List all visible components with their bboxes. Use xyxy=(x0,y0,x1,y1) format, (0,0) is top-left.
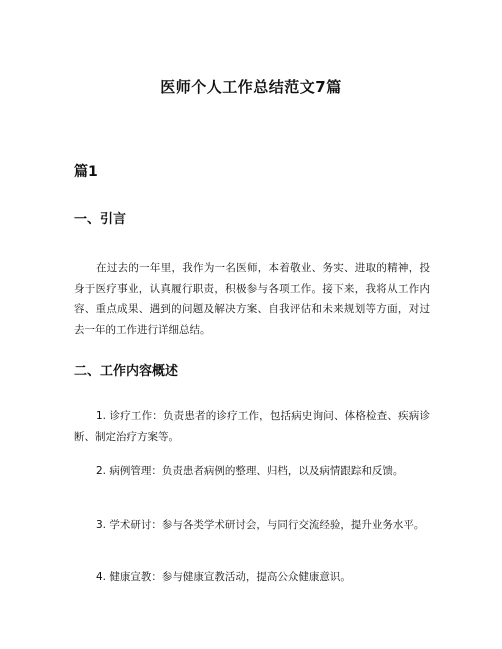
list-item: 3. 学术研讨：参与各类学术研讨会，与同行交流经验，提升业务水平。 xyxy=(96,519,425,531)
document-title: 医师个人工作总结范文7篇 xyxy=(160,78,342,96)
section-label: 篇1 xyxy=(74,164,98,180)
list-item: 4. 健康宣教：参与健康宣教活动，提高公众健康意识。 xyxy=(96,571,351,583)
list-item: 2. 病例管理：负责患者病例的整理、归档，以及病情跟踪和反馈。 xyxy=(96,465,404,477)
intro-paragraph: 在过去的一年里，我作为一名医师，本着敬业、务实、进取的精神，投身于医疗事业，认真履行职责，积极参与各项工作。接下来，我将从工作内容、重点成果、遇到的问题及解决方案、自我评估和未来规划等方面，对过去一年的工作进行详细总结。 xyxy=(74,262,430,336)
list-item: 1. 诊疗工作：负责患者的诊疗工作，包括病史询问、体格检查、疾病诊断、制定治疗方案等。 xyxy=(74,410,430,443)
overview-heading: 二、工作内容概述 xyxy=(74,364,179,379)
intro-heading: 一、引言 xyxy=(74,212,127,227)
